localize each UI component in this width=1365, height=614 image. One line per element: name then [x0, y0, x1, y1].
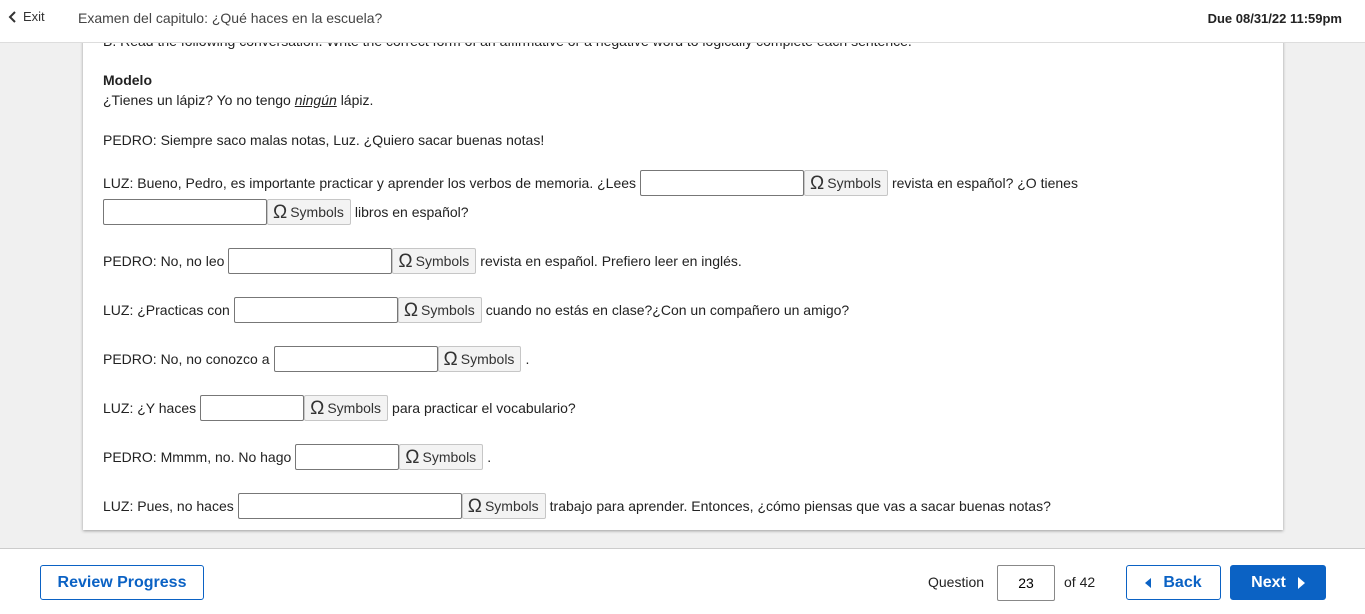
answer-input-4[interactable] [234, 297, 398, 323]
sentence-6 [103, 395, 576, 421]
symbols-button[interactable] [398, 297, 482, 323]
symbols-button[interactable] [392, 248, 476, 274]
exit-label: Exit [23, 9, 45, 24]
symbols-button[interactable] [804, 170, 888, 196]
exam-title: Examen del capitulo: ¿Qué haces en la escuela? [78, 10, 383, 26]
next-button[interactable] [1230, 565, 1326, 600]
caret-left-icon [1145, 578, 1151, 588]
sentence-2 [103, 199, 469, 225]
sentence-text: . [487, 449, 492, 465]
question-panel [83, 20, 1283, 530]
omega-icon: Ω [310, 397, 325, 419]
review-progress-button[interactable]: Review Progress [40, 565, 204, 600]
next-label: Next [1251, 573, 1286, 591]
symbols-label: Symbols [327, 400, 382, 416]
answer-input-3[interactable] [228, 248, 392, 274]
sentence-text: cuando no estás en clase?¿Con un compañero un amigo? [485, 302, 850, 318]
sentence-text: PEDRO: No, no conozco a [103, 351, 270, 367]
due-date: Due 08/31/22 11:59pm [1207, 11, 1342, 26]
omega-icon: Ω [467, 495, 482, 517]
top-bar [0, 0, 1365, 43]
question-total: of 42 [1064, 574, 1096, 590]
omega-icon: Ω [405, 446, 420, 468]
symbols-button[interactable] [399, 444, 483, 470]
sentence-7 [103, 444, 491, 470]
chevron-left-icon [8, 11, 17, 23]
symbols-label: Symbols [484, 498, 539, 514]
sentence-text: LUZ: Pues, no haces [103, 498, 234, 514]
answer-input-7[interactable] [295, 444, 399, 470]
model-example [103, 92, 373, 108]
bottom-bar [0, 548, 1365, 614]
answer-input-1[interactable] [640, 170, 804, 196]
model-before: ¿Tienes un lápiz? Yo no tengo [103, 92, 291, 108]
model-heading: Modelo [103, 72, 152, 88]
omega-icon: Ω [810, 172, 825, 194]
exit-button[interactable] [8, 9, 45, 24]
answer-input-2[interactable] [103, 199, 267, 225]
sentence-text: LUZ: ¿Y haces [103, 400, 197, 416]
back-label: Back [1163, 573, 1202, 591]
sentence-8 [103, 493, 1051, 519]
symbols-label: Symbols [415, 253, 470, 269]
omega-icon: Ω [403, 299, 419, 321]
symbols-label: Symbols [290, 204, 344, 220]
sentence-5 [103, 346, 529, 372]
sentence-4 [103, 297, 849, 323]
answer-input-8[interactable] [238, 493, 462, 519]
symbols-button[interactable] [267, 199, 351, 225]
omega-icon: Ω [273, 201, 288, 223]
answer-input-5[interactable] [274, 346, 438, 372]
question-label: Question [928, 574, 985, 590]
omega-icon: Ω [398, 250, 413, 272]
sentence-text: revista en español. Prefiero leer en inglés. [480, 253, 742, 269]
sentence-text: PEDRO: No, no leo [103, 253, 225, 269]
sentence-text: trabajo para aprender. Entonces, ¿cómo piensas que vas a sacar buenas notas? [549, 498, 1051, 514]
sentence-1 [103, 170, 1078, 196]
symbols-label: Symbols [827, 175, 881, 191]
symbols-label: Symbols [460, 351, 515, 367]
symbols-button[interactable] [462, 493, 546, 519]
back-button[interactable] [1126, 565, 1221, 600]
symbols-button[interactable] [304, 395, 388, 421]
caret-right-icon [1298, 577, 1305, 589]
omega-icon: Ω [443, 348, 458, 370]
symbols-label: Symbols [421, 302, 475, 318]
model-answer: ningún [294, 92, 337, 108]
question-number-input[interactable] [997, 565, 1055, 601]
pedro-intro: PEDRO: Siempre saco malas notas, Luz. ¿Quiero sacar buenas notas! [103, 132, 545, 148]
sentence-text: para practicar el vocabulario? [392, 400, 576, 416]
sentence-text: LUZ: Bueno, Pedro, es importante practicar y aprender los verbos de memoria. ¿Lees [103, 175, 637, 191]
model-after: lápiz. [340, 92, 374, 108]
sentence-text: . [525, 351, 530, 367]
sentence-text: libros en español? [354, 204, 469, 220]
sentence-text: LUZ: ¿Practicas con [103, 302, 230, 318]
sentence-text: PEDRO: Mmmm, no. No hago [103, 449, 292, 465]
answer-input-6[interactable] [200, 395, 304, 421]
sentence-3 [103, 248, 742, 274]
symbols-button[interactable] [438, 346, 522, 372]
symbols-label: Symbols [422, 449, 477, 465]
sentence-text: revista en español? ¿O tienes [891, 175, 1078, 191]
